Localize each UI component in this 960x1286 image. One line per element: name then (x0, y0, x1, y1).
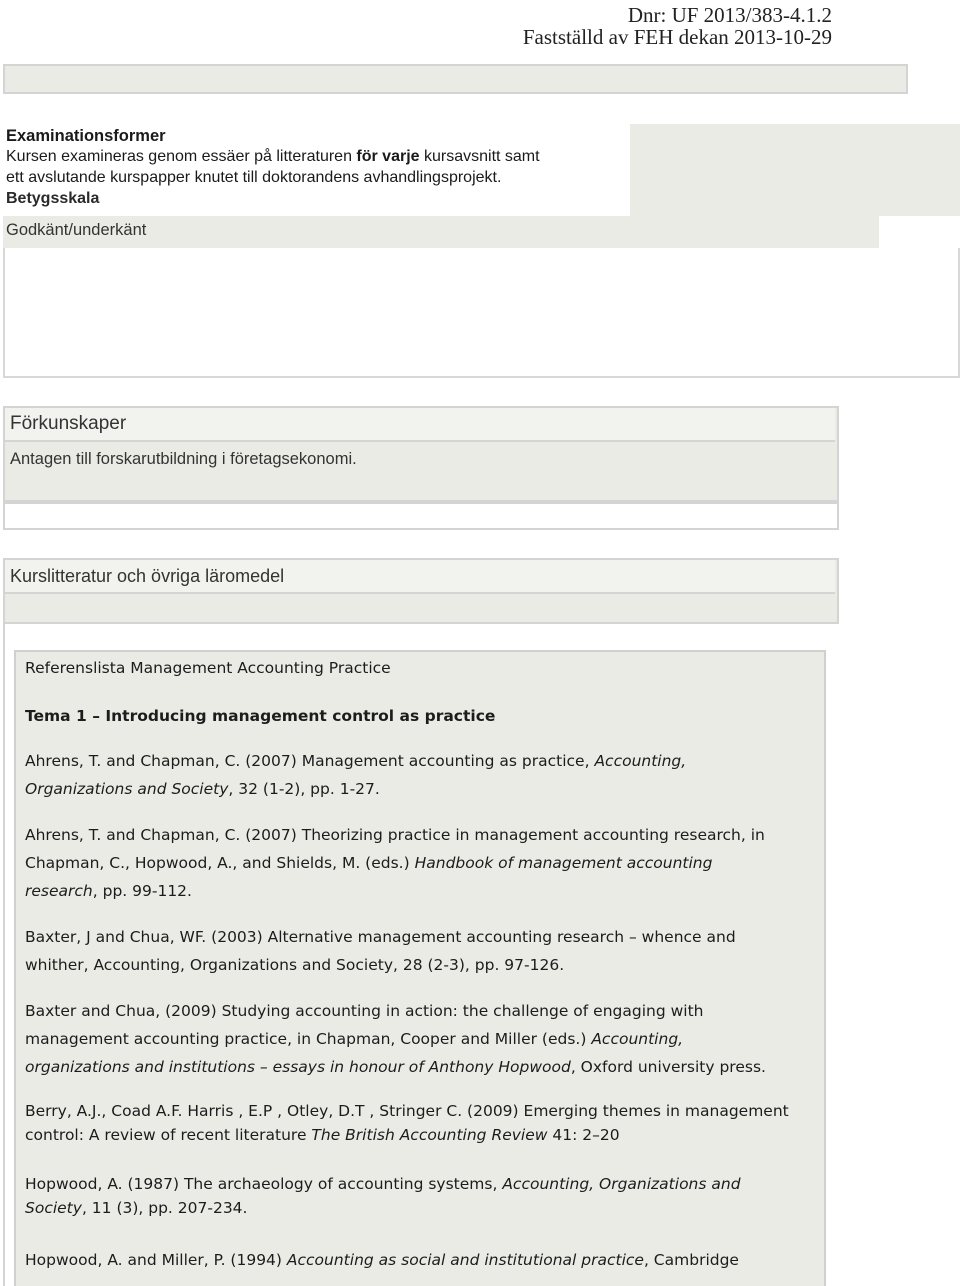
literature-heading: Kurslitteratur och övriga läromedel (10, 566, 285, 586)
grading-value: Godkänt/underkänt (6, 221, 147, 239)
reference-hopwood-1987: Hopwood, A. (1987) The archaeology of accounting systems, Accounting, Organizations and Society, 11 (3), pp. 207-234. (25, 1175, 741, 1217)
theme-1-heading: Tema 1 – Introducing management control as practice (25, 707, 496, 725)
examination-line-2: ett avslutande kurspapper knutet till doktorandens avhandlingsprojekt. (6, 169, 502, 186)
top-empty-field (3, 64, 908, 94)
reference-ahrens-2007b: Ahrens, T. and Chapman, C. (2007) Theorizing practice in management accounting research, in Chapman, C., Hopwood, A., and Shields, M. (eds.) Handbook of management accounting research, pp. 99-112. (25, 826, 765, 900)
examination-heading: Examinationsformer (6, 127, 166, 145)
reference-hopwood-miller-1994: Hopwood, A. and Miller, P. (1994) Accounting as social and institutional practice, Cambridge (25, 1251, 739, 1269)
examination-side-field (630, 124, 960, 216)
reference-baxter-2003: Baxter, J and Chua, WF. (2003) Alternative management accounting research – whence and whither, Accounting, Organizations and Society, 28 (2-3), pp. 97-126. (25, 928, 736, 974)
empty-bar (3, 502, 839, 530)
document-number: Dnr: UF 2013/383-4.1.2 (627, 3, 832, 27)
reference-ahrens-2007a: Ahrens, T. and Chapman, C. (2007) Management accounting as practice, Accounting, Organizations and Society, 32 (1-2), pp. 1-27. (25, 752, 687, 798)
grading-field-bg (295, 216, 879, 248)
prerequisites-heading: Förkunskaper (10, 413, 127, 434)
approval-date: Fastställd av FEH dekan 2013-10-29 (522, 25, 832, 49)
empty-text-area (3, 248, 960, 378)
reference-list-title: Referenslista Management Accounting Practice (25, 659, 391, 677)
examination-line-1: Kursen examineras genom essäer på litteraturen för varje kursavsnitt samt (6, 148, 540, 165)
reference-berry-2009: Berry, A.J., Coad A.F. Harris , E.P , Otley, D.T , Stringer C. (2009) Emerging themes in management control: A review of recent literature The British Accounting Review 41: 2–20 (25, 1102, 789, 1144)
prerequisites-heading-bar (5, 408, 835, 442)
grading-heading: Betygsskala (6, 190, 100, 207)
reference-baxter-2009: Baxter and Chua, (2009) Studying accounting in action: the challenge of engaging with management accounting practice, in Chapman, Cooper and Miller (eds.) Accounting, organizations and institutions – essays in honour of Anthony Hopwood, Oxford university press. (25, 1002, 766, 1076)
prerequisites-text: Antagen till forskarutbildning i företagsekonomi. (10, 450, 357, 468)
